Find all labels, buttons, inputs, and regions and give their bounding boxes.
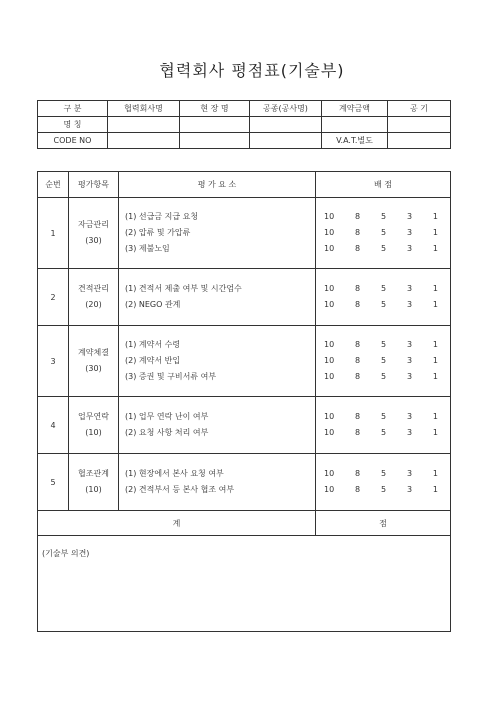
row-category bbox=[69, 454, 119, 511]
info-cell: 명 칭 bbox=[38, 117, 108, 133]
score-line[interactable]: 10 8 5 3 1 bbox=[324, 412, 438, 421]
row-number: 1 bbox=[38, 198, 69, 269]
info-cell: 현 장 명 bbox=[180, 101, 250, 117]
row-category bbox=[69, 269, 119, 326]
item-text: (3) 제불노임 bbox=[125, 244, 170, 253]
info-row-header bbox=[38, 101, 451, 117]
info-row-name bbox=[38, 117, 451, 133]
total-row bbox=[38, 511, 451, 536]
score-line[interactable]: 10 8 5 3 1 bbox=[324, 428, 438, 437]
score-line[interactable]: 10 8 5 3 1 bbox=[324, 228, 438, 237]
item-text: (2) 압류 및 가압류 bbox=[125, 228, 191, 237]
evaluation-header-row bbox=[38, 172, 451, 198]
opinion-row bbox=[38, 536, 451, 632]
evaluation-table bbox=[37, 171, 451, 632]
row-category bbox=[69, 198, 119, 269]
category-weight: (30) bbox=[85, 364, 102, 373]
header-category: 평가항목 bbox=[69, 172, 119, 198]
row-scores bbox=[316, 397, 451, 454]
info-input-cell[interactable] bbox=[388, 133, 451, 149]
info-cell: CODE NO bbox=[38, 133, 108, 149]
row-category bbox=[69, 326, 119, 397]
evaluation-row bbox=[38, 326, 451, 397]
row-scores bbox=[316, 326, 451, 397]
category-weight: (30) bbox=[85, 236, 102, 245]
row-category bbox=[69, 397, 119, 454]
score-line[interactable]: 10 8 5 3 1 bbox=[324, 356, 438, 365]
info-cell: 구 분 bbox=[38, 101, 108, 117]
opinion-label: (기술부 의견) bbox=[42, 549, 90, 558]
row-items bbox=[119, 454, 316, 511]
info-input-cell[interactable] bbox=[108, 133, 180, 149]
score-line[interactable]: 10 8 5 3 1 bbox=[324, 372, 438, 381]
header-score: 배 점 bbox=[316, 172, 451, 198]
info-input-cell[interactable] bbox=[108, 117, 180, 133]
item-text: (1) 업무 연락 난이 여부 bbox=[125, 412, 209, 421]
info-input-cell[interactable] bbox=[322, 117, 388, 133]
header-no: 순번 bbox=[38, 172, 69, 198]
row-number: 3 bbox=[38, 326, 69, 397]
info-row-code bbox=[38, 133, 451, 149]
category-weight: (10) bbox=[85, 485, 102, 494]
info-table bbox=[37, 100, 451, 149]
item-text: (1) 계약서 수령 bbox=[125, 340, 181, 349]
info-input-cell[interactable] bbox=[250, 117, 322, 133]
item-text: (2) 요청 사항 처리 여부 bbox=[125, 428, 209, 437]
evaluation-row bbox=[38, 269, 451, 326]
item-text: (2) NEGO 관계 bbox=[125, 300, 181, 309]
evaluation-row bbox=[38, 397, 451, 454]
info-input-cell[interactable] bbox=[388, 117, 451, 133]
info-input-cell[interactable] bbox=[180, 117, 250, 133]
category-weight: (20) bbox=[85, 300, 102, 309]
info-input-cell[interactable] bbox=[180, 133, 250, 149]
total-label: 계 bbox=[38, 511, 316, 536]
item-text: (2) 계약서 반입 bbox=[125, 356, 181, 365]
row-number: 5 bbox=[38, 454, 69, 511]
score-line[interactable]: 10 8 5 3 1 bbox=[324, 340, 438, 349]
item-text: (3) 증권 및 구비서류 여부 bbox=[125, 372, 217, 381]
item-text: (1) 선급금 지급 요청 bbox=[125, 212, 199, 221]
category-label: 자금관리 bbox=[78, 220, 109, 229]
info-cell: 공 기 bbox=[388, 101, 451, 117]
row-scores bbox=[316, 269, 451, 326]
score-line[interactable]: 10 8 5 3 1 bbox=[324, 485, 438, 494]
category-label: 견적관리 bbox=[78, 284, 109, 293]
item-text: (1) 현장에서 본사 요청 여부 bbox=[125, 469, 224, 478]
info-cell: 공종(공사명) bbox=[250, 101, 322, 117]
info-input-cell[interactable] bbox=[250, 133, 322, 149]
total-score[interactable]: 점 bbox=[316, 511, 451, 536]
evaluation-row bbox=[38, 454, 451, 511]
score-line[interactable]: 10 8 5 3 1 bbox=[324, 469, 438, 478]
page-title: 협력회사 평점표(기술부) bbox=[159, 61, 345, 80]
item-text: (1) 견적서 제출 여부 및 시간엄수 bbox=[125, 284, 242, 293]
info-cell: 협력회사명 bbox=[108, 101, 180, 117]
info-cell: V.A.T.별도 bbox=[322, 133, 388, 149]
header-elements: 평 가 요 소 bbox=[119, 172, 316, 198]
item-text: (2) 견적부서 등 본사 협조 여부 bbox=[125, 485, 235, 494]
category-weight: (10) bbox=[85, 428, 102, 437]
score-line[interactable]: 10 8 5 3 1 bbox=[324, 284, 438, 293]
row-items bbox=[119, 326, 316, 397]
row-number: 4 bbox=[38, 397, 69, 454]
info-cell: 계약금액 bbox=[322, 101, 388, 117]
row-scores bbox=[316, 198, 451, 269]
opinion-box[interactable] bbox=[38, 536, 451, 632]
category-label: 업무연락 bbox=[78, 412, 109, 421]
score-line[interactable]: 10 8 5 3 1 bbox=[324, 300, 438, 309]
score-line[interactable]: 10 8 5 3 1 bbox=[324, 244, 438, 253]
row-items bbox=[119, 269, 316, 326]
row-items bbox=[119, 397, 316, 454]
category-label: 협조관계 bbox=[78, 469, 109, 478]
row-number: 2 bbox=[38, 269, 69, 326]
row-scores bbox=[316, 454, 451, 511]
score-line[interactable]: 10 8 5 3 1 bbox=[324, 212, 438, 221]
evaluation-row bbox=[38, 198, 451, 269]
row-items bbox=[119, 198, 316, 269]
category-label: 계약체결 bbox=[78, 348, 109, 357]
